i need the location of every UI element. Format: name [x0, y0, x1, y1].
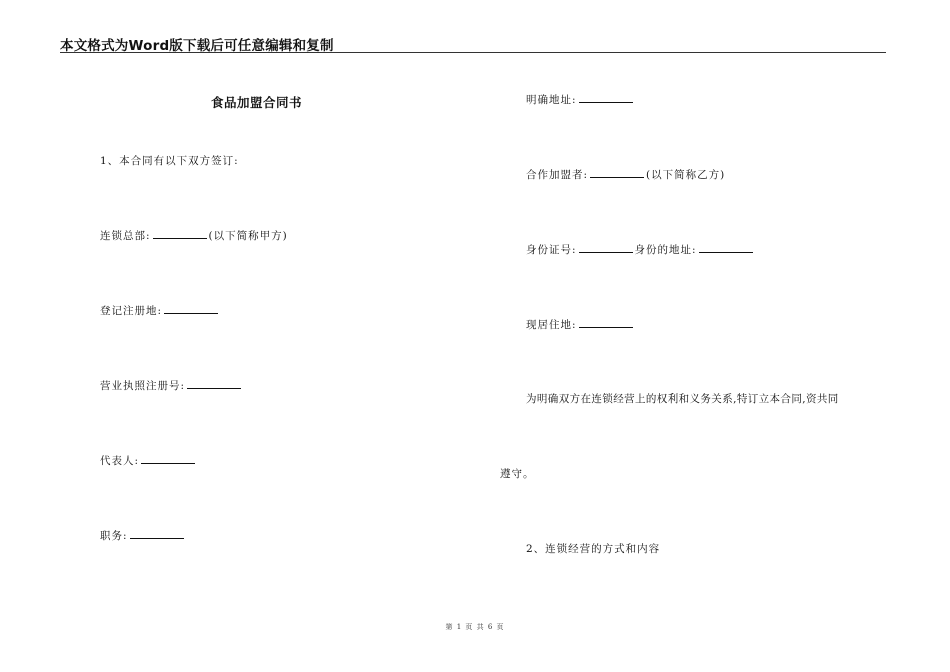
address-line	[526, 93, 635, 107]
hq-line	[100, 229, 288, 243]
reg-address-blank	[164, 312, 218, 314]
rep-label: 代表人:	[100, 455, 140, 467]
hq-label: 连锁总部:	[100, 230, 151, 242]
header-divider	[60, 52, 886, 53]
id-label: 身份证号:	[526, 244, 577, 256]
section-2-text: 2、连锁经营的方式和内容	[526, 543, 661, 555]
hq-blank	[153, 237, 207, 239]
intro-text: 1、本合同有以下双方签订:	[100, 155, 239, 167]
id-line	[526, 243, 755, 257]
address-label: 明确地址:	[526, 94, 577, 106]
license-label: 营业执照注册号:	[100, 380, 186, 392]
residence-blank	[579, 326, 633, 328]
purpose-line-2	[500, 467, 535, 481]
id-address-blank	[699, 251, 753, 253]
license-line	[100, 379, 243, 393]
rep-line	[100, 454, 197, 468]
franchisee-label: 合作加盟者:	[526, 169, 589, 181]
franchisee-line	[526, 168, 725, 182]
franchisee-blank	[590, 176, 644, 178]
hq-note: (以下简称甲方)	[208, 230, 288, 242]
purpose-text-1: 为明确双方在连锁经营上的权利和义务关系,特订立本合同,资共同	[526, 393, 839, 405]
license-blank	[187, 387, 241, 389]
contract-title: 食品加盟合同书	[211, 95, 303, 110]
residence-label: 现居住地:	[526, 319, 577, 331]
address-blank	[579, 101, 633, 103]
position-label: 职务:	[100, 530, 128, 542]
residence-line	[526, 318, 635, 332]
section-2-heading	[526, 542, 660, 556]
position-line	[100, 529, 186, 543]
reg-address-line	[100, 304, 220, 318]
document-header-banner: 本文格式为Word版下载后可任意编辑和复制	[60, 38, 334, 54]
id-address-label: 身份的地址:	[634, 244, 697, 256]
page-number-footer: 第 1 页 共 6 页	[445, 623, 505, 631]
intro-line	[100, 154, 239, 168]
purpose-line-1	[526, 392, 839, 406]
rep-blank	[141, 462, 195, 464]
franchisee-note: (以下简称乙方)	[646, 169, 726, 181]
reg-address-label: 登记注册地:	[100, 305, 163, 317]
purpose-text-2: 遵守。	[500, 468, 535, 480]
position-blank	[130, 537, 184, 539]
id-blank	[579, 251, 633, 253]
